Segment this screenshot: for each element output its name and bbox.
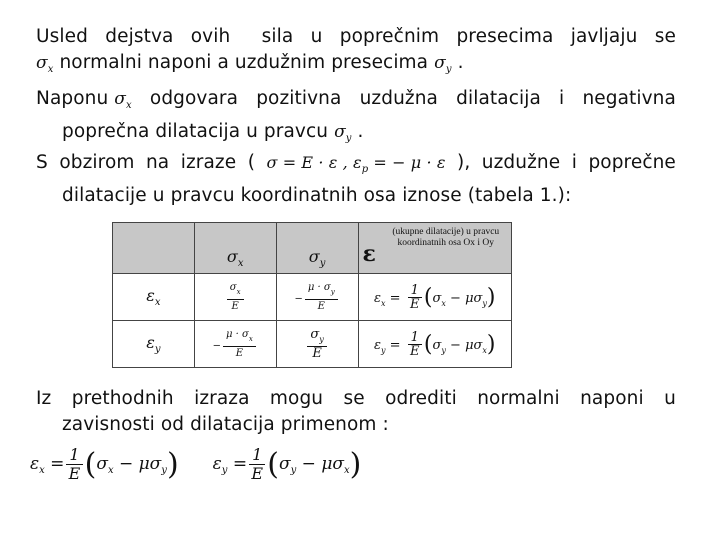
table-header-sigma-x: $\sigma_x$ [194,223,276,274]
word: Iz [36,388,52,409]
paragraph-2-line-2 [36,119,676,152]
period: . [457,52,464,73]
table-header-empty [113,223,195,274]
cell-sigma-x-over-E: $\frac{\sigma_x}{E}$ [194,274,276,321]
word: se [654,26,676,47]
word: dilatacija [456,88,541,109]
word: sila [261,26,294,47]
word: normalni [477,388,560,409]
cell-eps-y-formula: $\varepsilon_y$ = $\frac{1}{E}$ $(\sigma_y - \mu\sigma_x)$ [358,321,511,368]
cell-minus-mu-sigma-y-over-E: − $\frac{\mu \cdot \sigma_y}{E}$ [276,274,358,321]
paragraph-4-text: zavisnosti od dilatacija primenom : [62,414,389,435]
paragraph-3-line-1 [36,150,676,183]
table-header-sigma-y: $\sigma_y$ [276,223,358,274]
word: izraze [180,152,237,173]
word: ovih [190,26,231,47]
word: presecima [456,26,554,47]
paragraph-2-text: poprečna dilatacija u pravcu [62,121,329,142]
word: se [343,388,365,409]
word: pozitivna [256,88,342,109]
paragraph-3-line-2 [36,183,676,209]
table-row [113,321,512,368]
word: i [571,152,577,173]
word: ( [247,152,256,173]
word: Usled [36,26,88,47]
word: ), [457,152,471,173]
sigma-y-symbol: $\sigma_y$ [434,53,452,75]
row-label-eps-y: $\varepsilon_y$ [113,321,195,368]
paragraph-3-text: dilatacije u pravcu koordinatnih osa iznose (tabela 1.): [62,185,572,206]
word: obzirom [59,152,135,173]
word: Naponu [36,88,109,109]
paragraph-1 [36,24,676,83]
paragraph-2 [36,86,676,152]
word: uzdužne [481,152,561,173]
word: poprečne [588,152,676,173]
word: i [559,88,565,109]
word: naponi [580,388,644,409]
word: mogu [269,388,324,409]
hooke-formula: σ = E · ε , $\varepsilon_p$ = − μ · ε [266,153,446,175]
formula-eps-y: $\varepsilon_y$ = $\frac{1}{E}$ ( $\sigma_y - \mu\sigma_x$ ) [212,445,362,483]
word: u [310,26,323,47]
word: na [145,152,170,173]
table-header-epsilon [358,223,511,274]
cell-minus-mu-sigma-x-over-E: − $\frac{\mu \cdot \sigma_x}{E}$ [194,321,276,368]
word: prethodnih [71,388,174,409]
formula-eps-x: $\varepsilon_x$ = $\frac{1}{E}$ ( $\sigma_x - \mu\sigma_y$ ) [30,445,179,483]
word: izraza [194,388,250,409]
paragraph-1-text: normalni naponi a uzdužnim presecima [59,52,429,73]
cell-sigma-y-over-E: $\frac{\sigma_y}{E}$ [276,321,358,368]
period: . [357,121,364,142]
word: javljaju [570,26,638,47]
table-header-row [113,223,512,274]
sigma-x-symbol: $\sigma_x$ [36,53,54,75]
paragraph-3 [36,150,676,209]
sigma-y-symbol: $\sigma_y$ [334,122,352,144]
word: odgovara [149,88,239,109]
paragraph-1-line-2 [36,50,676,83]
paragraph-4-line-2 [36,412,676,438]
paragraph-4-line-1 [36,386,676,412]
row-label-eps-x: $\varepsilon_x$ [113,274,195,321]
word: negativna [582,88,676,109]
word: poprečnim [339,26,440,47]
epsilon-symbol: ε [362,241,376,267]
dilatation-table [112,222,512,368]
table-header-note: (ukupne dilatacije) u pravcu koordinatnih osa Ox i Oy [392,227,500,248]
sigma-x-symbol: $\sigma_x$ [114,89,132,111]
paragraph-2-line-1 [36,86,676,119]
paragraph-4 [36,386,676,438]
word: uzdužna [359,88,438,109]
word: dejstva [105,26,174,47]
word: odrediti [385,388,457,409]
word: S [36,152,48,173]
cell-eps-x-formula: $\varepsilon_x$ = $\frac{1}{E}$ $(\sigma_x - \mu\sigma_y)$ [358,274,511,321]
bottom-formulas [30,446,361,483]
word: u [664,388,676,409]
table-row [113,274,512,321]
paragraph-1-line-1 [36,24,676,50]
